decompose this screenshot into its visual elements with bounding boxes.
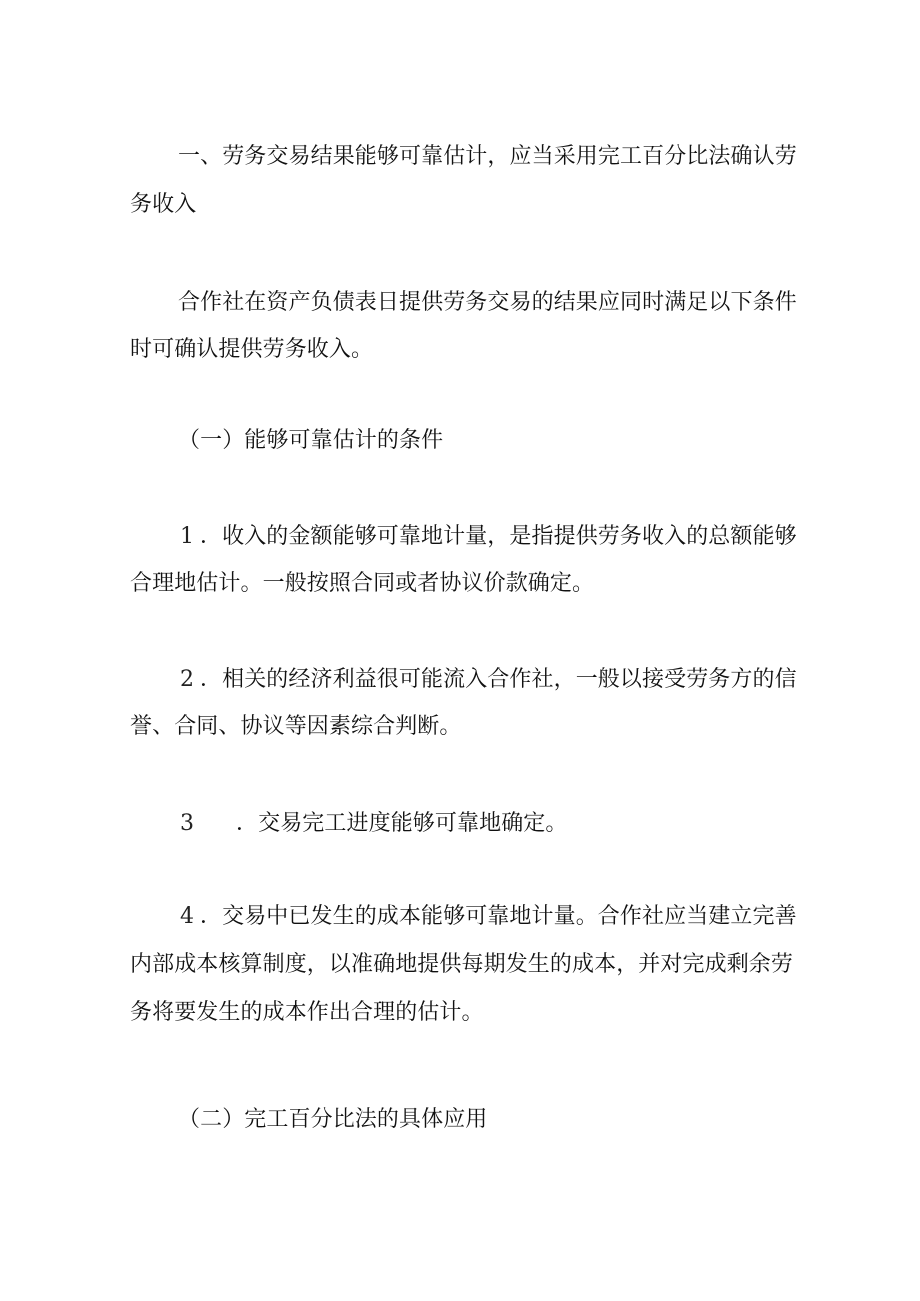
list-item-line xyxy=(178,902,797,932)
list-item-line xyxy=(178,522,797,552)
section-heading-line: 务收入 xyxy=(130,192,197,217)
list-item-text: ．收入的金额能够可靠地计量，是指提供劳务收入的总额能够 xyxy=(200,524,797,549)
list-item-line: 务将要发生的成本作出合理的估计。 xyxy=(130,1000,484,1025)
list-item-text: ．相关的经济利益很可能流入合作社，一般以接受劳务方的信 xyxy=(200,667,797,692)
subheading: （一）能够可靠估计的条件 xyxy=(178,428,444,453)
list-item-line xyxy=(178,665,797,695)
list-item-line: 誉、合同、协议等因素综合判断。 xyxy=(130,714,462,739)
list-item-number: 3 xyxy=(180,811,195,836)
list-item-text: ．交易完工进度能够可靠地确定。 xyxy=(236,811,568,836)
list-item-number: 2 xyxy=(180,667,195,692)
list-item-line: 内部成本核算制度，以准确地提供每期发生的成本，并对完成剩余劳 xyxy=(130,952,794,977)
section-heading-line: 一、劳务交易结果能够可靠估计，应当采用完工百分比法确认劳 xyxy=(178,144,797,169)
list-item-number: 1 xyxy=(180,524,195,549)
list-item-number: 4 xyxy=(180,904,195,929)
list-item-text: ．交易中已发生的成本能够可靠地计量。合作社应当建立完善 xyxy=(200,904,797,929)
list-item-line: 合理地估计。一般按照合同或者协议价款确定。 xyxy=(130,571,595,596)
list-item-line xyxy=(178,809,568,839)
subheading: （二）完工百分比法的具体应用 xyxy=(178,1107,488,1132)
paragraph-line: 时可确认提供劳务收入。 xyxy=(130,337,374,362)
paragraph-line: 合作社在资产负债表日提供劳务交易的结果应同时满足以下条件 xyxy=(178,290,797,315)
